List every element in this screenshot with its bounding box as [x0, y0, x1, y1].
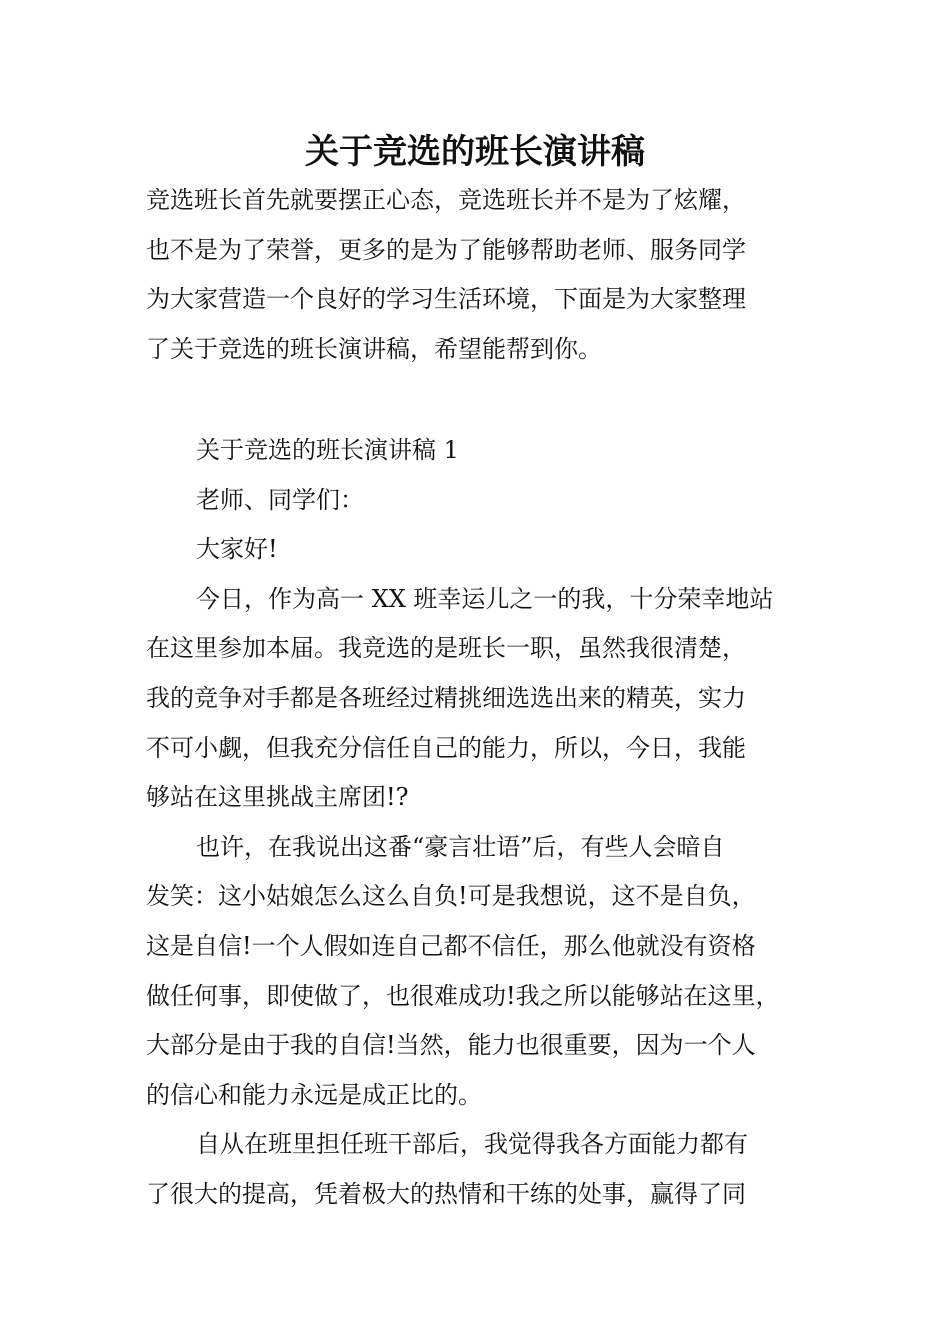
- document-body: [146, 176, 836, 1219]
- paragraph-line: 够站在这里挑战主席团!?: [146, 783, 409, 812]
- page-title: 关于竞选的班长演讲稿: [305, 132, 645, 172]
- paragraph-line: 做任何事，即使做了，也很难成功!我之所以能够站在这里，: [146, 981, 780, 1010]
- paragraph-line: 自从在班里担任班干部后，我觉得我各方面能力都有: [196, 1130, 748, 1159]
- paragraph-line: 也许，在我说出这番“豪言壮语”后，有些人会暗自: [196, 832, 725, 861]
- paragraph-line: 这是自信!一个人假如连自己都不信任，那么他就没有资格: [146, 931, 756, 960]
- intro-line: 为大家营造一个良好的学习生活环境，下面是为大家整理: [146, 285, 746, 314]
- paragraph-line: 在这里参加本届。我竞选的是班长一职，虽然我很清楚，: [146, 634, 746, 663]
- paragraph-line: 不可小觑，但我充分信任自己的能力，所以，今日，我能: [146, 733, 746, 762]
- intro-line: 了关于竞选的班长演讲稿，希望能帮到你。: [146, 334, 602, 363]
- paragraph-line: 的信心和能力永远是成正比的。: [146, 1080, 482, 1109]
- paragraph-line: 发笑：这小姑娘怎么这么自负!可是我想说，这不是自负，: [146, 882, 756, 911]
- salutation: 老师、同学们：: [196, 485, 364, 514]
- paragraph-line: 今日，作为高一 XX 班幸运儿之一的我，十分荣幸地站: [196, 584, 774, 613]
- section-heading: 关于竞选的班长演讲稿 1: [196, 435, 459, 464]
- intro-line: 也不是为了荣誉，更多的是为了能够帮助老师、服务同学: [146, 235, 746, 264]
- paragraph-line: 我的竞争对手都是各班经过精挑细选选出来的精英，实力: [146, 683, 746, 712]
- greeting: 大家好!: [196, 535, 278, 564]
- paragraph-gap: [146, 374, 836, 426]
- paragraph-line: 了很大的提高，凭着极大的热情和干练的处事，赢得了同: [146, 1179, 746, 1208]
- paragraph-line: 大部分是由于我的自信!当然，能力也很重要，因为一个人: [146, 1031, 756, 1060]
- intro-line: 竞选班长首先就要摆正心态，竞选班长并不是为了炫耀，: [146, 186, 746, 214]
